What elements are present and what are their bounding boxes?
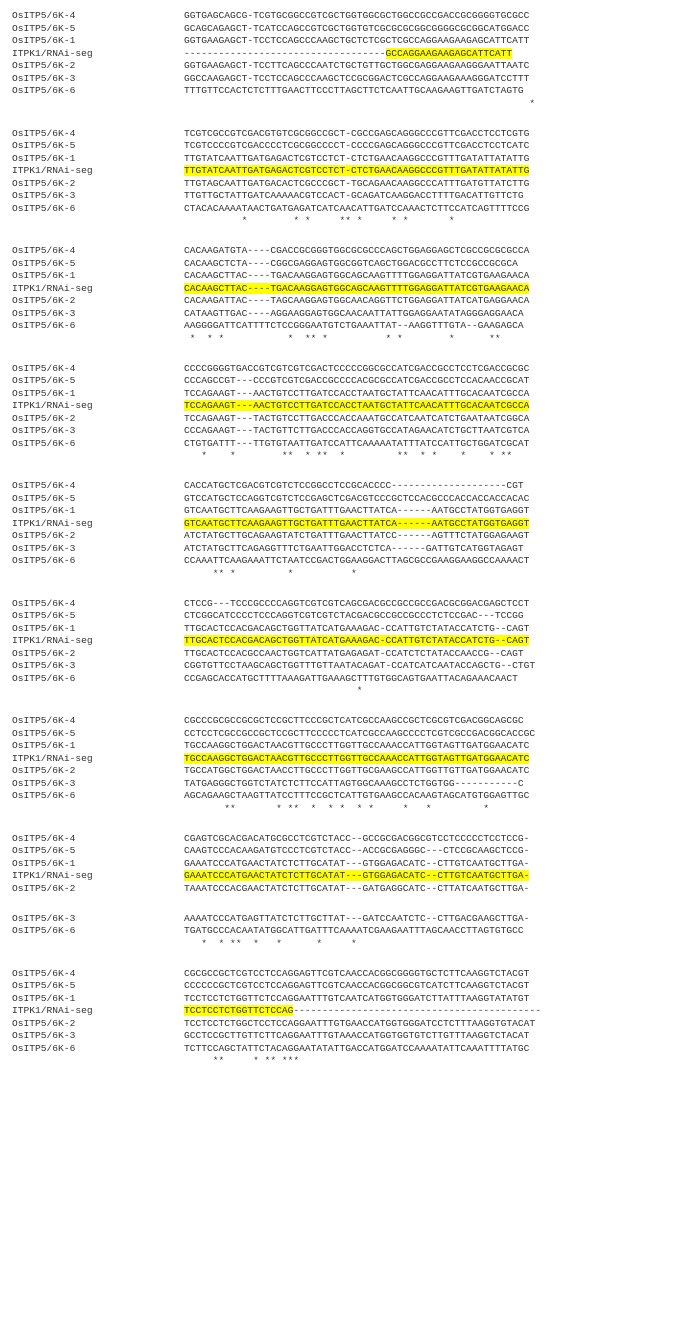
sequence-text: ATCTATGCTTCAGAGGTTTCTGAATTGGACCTCTCA------GATTGTCATGGTAGAGT xyxy=(184,542,524,554)
alignment-row xyxy=(12,35,541,48)
sequence-name: OsITP5/6K-1 xyxy=(12,622,76,634)
sequence-text: CACAAGCTCTA----CGGCGAGGAGTGGCGGTCAGCTGGACGCCTTCTCCGCCGCGCA xyxy=(184,257,518,269)
sequence-text: CTGTGATTT---TTGTGTAATTGATCCATTCAAAAATATTTATCCATTGCTGGATCGCAT xyxy=(184,437,530,449)
alignment-row xyxy=(12,518,541,531)
alignment-row xyxy=(12,993,541,1006)
sequence-name: OsITP5/6K-2 xyxy=(12,530,76,541)
sequence-text: ATCTATGCTTGCAGAAGTATCTGATTTGAACTTATCC------AGTTTCTATGGAGAAGT xyxy=(184,530,530,541)
sequence-text: TCCTCCTCTGGTTCTCCAGGAATTTGTCAATCATGGTGGGATCTTATTTAAGGTATATGT xyxy=(184,992,530,1004)
sequence-name: OsITP5/6K-5 xyxy=(12,980,76,991)
highlighted-sequence: GAAATCCCATGAACTATCTCTTGCATAT---GTGGAGACATC--CTTGTCAATGCTTGA- xyxy=(184,870,530,881)
sequence-text: TCGTCCCCGTCGACCCCTCGCGGCCCCT-CCCCGAGCAGGGCCCGTTCGACCTCCTCATC xyxy=(184,140,530,151)
sequence-name: OsITP5/6K-4 xyxy=(12,480,76,491)
sequence-text: CCCAGAAGT---TACTGTTCTTGACCCACCAGGTGCCATAGAACATCTGCTTAATCGTCA xyxy=(184,425,530,436)
highlighted-sequence: TTGTATCAATTGATGAGACTCGTCCTCT-CTCTGAACAAGGCCCGTTTGATATTATATTG xyxy=(184,165,530,176)
alignment-row xyxy=(12,85,541,98)
alignment-row xyxy=(12,968,541,981)
alignment-row xyxy=(12,790,541,803)
highlighted-sequence: TCCAGAAGT---AACTGTCCTTGATCCACCTAATGCTATTCAACATTTGCACAATCGCCA xyxy=(184,400,530,411)
sequence-name: OsITP5/6K-1 xyxy=(12,387,76,399)
sequence-name: OsITP5/6K-3 xyxy=(12,1030,76,1041)
alignment-block xyxy=(12,363,541,463)
sequence-name: OsITP5/6K-3 xyxy=(12,777,76,789)
alignment-row xyxy=(12,363,541,376)
alignment-block xyxy=(12,598,541,698)
sequence-text: CCCCCCGCTCGTCCTCCAGGAGTTCGTCAACCACGGCGGCGTCATCTTCAAGGTCTACGT xyxy=(184,980,530,991)
highlighted-sequence: TTGCACTCCACGACAGCTGGTTATCATGAAAGAC-CCATTGTCTATACCATCTG--CAGT xyxy=(184,635,530,646)
sequence-name: OsITP5/6K-5 xyxy=(12,610,76,621)
alignment-row xyxy=(12,140,541,153)
alignment-row xyxy=(12,913,541,926)
alignment-row xyxy=(12,765,541,778)
conservation-markers: ** * ** * * * * * * * * xyxy=(184,802,490,814)
sequence-text: GGTGAAGAGCT-TCCTCCAGCCCAAGCTGCTCTCGCTCGCCAGGAAGAAGAGCATTCATT xyxy=(184,35,530,46)
alignment-row xyxy=(12,48,541,61)
alignment-row xyxy=(12,295,541,308)
sequence-name: OsITP5/6K-1 xyxy=(12,857,76,869)
sequence-name: OsITP5/6K-2 xyxy=(12,295,76,306)
sequence-text: TTGTATCAATTGATGAGACTCGTCCTCT-CTCTGAACAAGGCCCGTTTGATATTATATTG xyxy=(184,152,530,164)
sequence-text: AGCAGAAGCTAAGTTATCCTTTCCGCTCATTGTGAAGCCACAAGTAGCATGTGGAGTTGC xyxy=(184,790,530,801)
sequence-text: CACAAGATGTA----CGACCGCGGGTGGCGCGCCCAGCTGGAGGAGCTCGCCGCGCGCCA xyxy=(184,245,530,256)
alignment-block xyxy=(12,833,541,896)
sequence-text: CAAGTCCCACAAGATGTCCCTCGTCTACC--ACCGCGAGGGC---CTCCGCAAGCTCCG- xyxy=(184,845,530,856)
alignment-row xyxy=(12,153,541,166)
alignment-block xyxy=(12,128,541,228)
alignment-row xyxy=(12,438,541,451)
sequence-name: OsITP5/6K-6 xyxy=(12,1042,76,1054)
sequence-name: OsITP5/6K-5 xyxy=(12,257,76,269)
alignment-block xyxy=(12,245,541,345)
alignment-row xyxy=(12,270,541,283)
sequence-text: CGCCCGCGCCGCGCTCCGCTTCCCGCTCATCGCCAAGCCGCTCGCGTCGACGGCAGCGC xyxy=(184,715,524,726)
sequence-text: TCCTCCTCTGGCTCCTCCAGGAATTTGTGAACCATGGTGGGATCCTCTTTAAGGTGTACAT xyxy=(184,1017,536,1029)
alignment-block xyxy=(12,968,541,1068)
sequence-name: ITPK1/RNAi-seg xyxy=(12,635,93,646)
conservation-row xyxy=(12,215,541,228)
alignment-row xyxy=(12,648,541,661)
alignment-row xyxy=(12,10,541,23)
sequence-name: OsITP5/6K-5 xyxy=(12,375,76,386)
sequence-text: TGCCAAGGCTGGACTAACGTTGCCCTTGGTTGCCAAACCATTGGTAGTTGATGGAACATC xyxy=(184,740,530,751)
sequence-name: OsITP5/6K-1 xyxy=(12,152,76,164)
sequence-name: OsITP5/6K-3 xyxy=(12,190,76,201)
alignment-row xyxy=(12,883,541,896)
alignment-row xyxy=(12,190,541,203)
sequence-alignment xyxy=(12,10,541,1068)
conservation-markers: * * ** * ** * ** * * * * ** xyxy=(184,450,513,461)
sequence-name: OsITP5/6K-6 xyxy=(12,672,76,684)
sequence-text: CATAAGTTGAC----AGGAAGGAGTGGCAACAATTATTGGAGGAATATAGGGAGGAACA xyxy=(184,307,524,319)
sequence-text: CGCGCCGCTCGTCCTCCAGGAGTTCGTCAACCACGGCGGGGTGCTCTTCAAGGTCTACGT xyxy=(184,967,530,979)
sequence-text: CCGAGCACCATGCTTTTAAAGATTGAAAGCTTTGTGGCAGTGAATTACAGAAACAACT xyxy=(184,672,518,684)
sequence-name: OsITP5/6K-4 xyxy=(12,245,76,256)
sequence-name: OsITP5/6K-2 xyxy=(12,177,76,189)
conservation-row xyxy=(12,685,541,698)
alignment-row xyxy=(12,1043,541,1056)
sequence-name: OsITP5/6K-4 xyxy=(12,967,76,979)
sequence-text: AAAATCCCATGAGTTATCTCTTGCTTAT---GATCCAATCTC--CTTGACGAAGCTTGA- xyxy=(184,912,530,924)
sequence-text: GCAGCAGAGCT-TCATCCAGCCGTCGCTGGTGTCGCGCGCGGCGGGGCGCGGCATGGACC xyxy=(184,22,530,34)
sequence-text: TTTGTTCCACTCTCTTTGAACTTCCCTTAGCTTCTCAATTGCAAGAAGTTGATCTAGTG xyxy=(184,85,524,96)
sequence-name: OsITP5/6K-2 xyxy=(12,647,76,659)
alignment-row xyxy=(12,73,541,86)
sequence-name: OsITP5/6K-1 xyxy=(12,35,76,46)
sequence-text: CCCAGCCGT---CCCGTCGTCGACCGCCCCACGCGCCATCGACCGCCTCCACAACCGCAT xyxy=(184,375,530,386)
alignment-row xyxy=(12,245,541,258)
sequence-name: ITPK1/RNAi-seg xyxy=(12,47,93,59)
alignment-row xyxy=(12,673,541,686)
sequence-text: ----------------------------------- xyxy=(184,47,386,59)
sequence-name: OsITP5/6K-1 xyxy=(12,740,76,751)
sequence-name: OsITP5/6K-1 xyxy=(12,992,76,1004)
sequence-name: OsITP5/6K-4 xyxy=(12,127,76,139)
alignment-row xyxy=(12,925,541,938)
sequence-text: CGAGTCGCACGACATGCGCCTCGTCTACC--GCCGCGACGGCGTCCTCCCCCTCCTCCG- xyxy=(184,832,530,844)
highlighted-sequence: CACAAGCTTAC----TGACAAGGAGTGGCAGCAAGTTTTGGAGGATTATCGTGAAGAACA xyxy=(184,282,530,294)
conservation-markers: * * * * ** * * * * ** xyxy=(184,332,501,344)
sequence-text: CTCCG---TCCCGCCCCAGGTCGTCGTCAGCGACGCCGCCGCCGACGCGGACGAGCTCCT xyxy=(184,597,530,609)
sequence-name: OsITP5/6K-2 xyxy=(12,882,76,894)
conservation-row xyxy=(12,938,541,951)
sequence-text: CCCCGGGGTGACCGTCGTCGTCGACTCCCCCGGCGCCATCGACCGCCTCCTCGACCGCGC xyxy=(184,362,530,374)
sequence-text: TCGTCGCCGTCGACGTGTCGCGGCCGCT-CGCCGAGCAGGGCCCGTTCGACCTCCTCGTG xyxy=(184,127,530,139)
alignment-row xyxy=(12,715,541,728)
sequence-name: OsITP5/6K-4 xyxy=(12,10,76,21)
alignment-row xyxy=(12,320,541,333)
alignment-row xyxy=(12,870,541,883)
sequence-name: OsITP5/6K-6 xyxy=(12,85,76,96)
sequence-text: TGATGCCCACAATATGGCATTGATTTCAAAATCGAAGAATTTAGCAACCTTAGTGTGCC xyxy=(184,925,524,936)
sequence-text: TTGTAGCAATTGATGACACTCGCCCGCT-TGCAGAACAAGGCCCATTTGATGTTATCTTG xyxy=(184,177,530,189)
sequence-name: OsITP5/6K-2 xyxy=(12,412,76,424)
alignment-row xyxy=(12,1005,541,1018)
sequence-name: OsITP5/6K-1 xyxy=(12,505,76,516)
conservation-markers: ** * ** *** xyxy=(184,1055,300,1066)
conservation-row xyxy=(12,98,541,111)
sequence-text: TCCAGAAGT---AACTGTCCTTGATCCACCTAATGCTATTCAACATTTGCACAATCGCCA xyxy=(184,387,530,399)
sequence-name: OsITP5/6K-5 xyxy=(12,140,76,151)
sequence-text: GCCTCCGCTTGTTCTTCAGGAATTTGTAAACCATGGTGGTGTCTTGTTTAAGGTCTACAT xyxy=(184,1030,530,1041)
sequence-name: OsITP5/6K-1 xyxy=(12,270,76,281)
sequence-name: ITPK1/RNAi-seg xyxy=(12,517,93,529)
alignment-row xyxy=(12,178,541,191)
sequence-text: ------------------------------------------- xyxy=(293,1005,541,1016)
sequence-text: AAGGGGATTCATTTTCTCCGGGAATGTCTGAAATTAT--AAGGTTTGTA--GAAGAGCA xyxy=(184,320,524,331)
alignment-row xyxy=(12,400,541,413)
sequence-text: GAAATCCCATGAACTATCTCTTGCATAT---GTGGAGACATC--CTTGTCAATGCTTGA- xyxy=(184,857,530,869)
conservation-markers: ** * * * xyxy=(184,567,357,579)
conservation-row xyxy=(12,803,541,816)
alignment-row xyxy=(12,425,541,438)
alignment-row xyxy=(12,598,541,611)
sequence-text: CCAAATTCAAGAAATTCTAATCCGACTGGAAGGACTTAGCGCCGAAGGAAGGCCAAAACT xyxy=(184,555,530,566)
sequence-name: OsITP5/6K-3 xyxy=(12,72,76,84)
sequence-text: GGTGAAGAGCT-TCCTTCAGCCCAATCTGCTGTTGCTGGCGAGGAAGAAGGGAATTAATC xyxy=(184,60,530,71)
conservation-row xyxy=(12,333,541,346)
conservation-markers: * * ** * * * * xyxy=(184,937,357,949)
alignment-row xyxy=(12,543,541,556)
alignment-row xyxy=(12,845,541,858)
alignment-row xyxy=(12,375,541,388)
sequence-name: OsITP5/6K-4 xyxy=(12,832,76,844)
sequence-name: OsITP5/6K-4 xyxy=(12,362,76,374)
sequence-name: ITPK1/RNAi-seg xyxy=(12,1005,93,1016)
sequence-name: OsITP5/6K-2 xyxy=(12,765,76,776)
sequence-name: OsITP5/6K-5 xyxy=(12,727,76,739)
sequence-text: GTCAATGCTTCAAGAAGTTGCTGATTTGAACTTATCA------AATGCCTATGGTGAGGT xyxy=(184,505,530,516)
sequence-text: CTACACAAAATAACTGATGAGATCATCAACATTGATCCAAACTCTTCCATCAGTTTTCCG xyxy=(184,202,530,214)
sequence-name: OsITP5/6K-6 xyxy=(12,790,76,801)
sequence-name: OsITP5/6K-3 xyxy=(12,542,76,554)
alignment-row xyxy=(12,165,541,178)
sequence-name: OsITP5/6K-2 xyxy=(12,1017,76,1029)
alignment-row xyxy=(12,23,541,36)
alignment-row xyxy=(12,505,541,518)
alignment-block xyxy=(12,913,541,951)
sequence-text: TATGAGGGCTGGTCTATCTCTTCCATTAGTGGCAAAGCCTCTGGTGG-----------C xyxy=(184,777,524,789)
sequence-name: OsITP5/6K-4 xyxy=(12,597,76,609)
alignment-row xyxy=(12,980,541,993)
alignment-row xyxy=(12,610,541,623)
sequence-name: OsITP5/6K-4 xyxy=(12,715,76,726)
sequence-name: OsITP5/6K-6 xyxy=(12,437,76,449)
sequence-name: OsITP5/6K-3 xyxy=(12,307,76,319)
highlighted-sequence: GCCAGGAAGAAGAGCATTCATT xyxy=(385,47,513,59)
highlighted-sequence: TGCCAAGGCTGGACTAACGTTGCCCTTGGTTGCCAAACCATTGGTAGTTGATGGAACATC xyxy=(184,752,530,764)
alignment-row xyxy=(12,1018,541,1031)
sequence-text: CACAAGCTTAC----TGACAAGGAGTGGCAGCAAGTTTTGGAGGATTATCGTGAAGAACA xyxy=(184,270,530,281)
sequence-text: CACAAGATTAC----TAGCAAGGAGTGGCAACAGGTTCTGGAGGATTATCATGAGGAACA xyxy=(184,295,530,306)
highlighted-sequence: GTCAATGCTTCAAGAAGTTGCTGATTTGAACTTATCA------AATGCCTATGGTGAGGT xyxy=(184,517,530,529)
alignment-row xyxy=(12,308,541,321)
sequence-text: GGCCAAGAGCT-TCCTCCAGCCCAAGCTCCGCGGACTCGCCAGGAAGAAAGGGATCCTTT xyxy=(184,72,530,84)
sequence-text: CCTCCTCGCCGCCGCTCCGCTTCCCCCTCATCGCCAAGCCCCTCGTCGCCGACGGCACCGC xyxy=(184,727,536,739)
alignment-block xyxy=(12,715,541,815)
alignment-row xyxy=(12,493,541,506)
conservation-markers: * xyxy=(184,97,536,109)
sequence-name: ITPK1/RNAi-seg xyxy=(12,165,93,176)
sequence-name: OsITP5/6K-2 xyxy=(12,60,76,71)
sequence-text: TGCCATGGCTGGACTAACCTTGCCCTTGGTTGCGAAGCCATTGGTTGTTGATGGAACATC xyxy=(184,765,530,776)
alignment-row xyxy=(12,480,541,493)
alignment-row xyxy=(12,728,541,741)
alignment-row xyxy=(12,283,541,296)
sequence-text: CTCGGCATCCCCTCCCAGGTCGTCGTCTACGACGCCGCCGCCCTCTCCGAC---TCCGG xyxy=(184,610,524,621)
alignment-row xyxy=(12,555,541,568)
sequence-name: OsITP5/6K-3 xyxy=(12,912,76,924)
alignment-block xyxy=(12,10,541,110)
sequence-name: OsITP5/6K-5 xyxy=(12,492,76,504)
sequence-text: TTGTTGCTATTGATCAAAAACGTCCACT-GCAGATCAAGGACCTTTTGACATTGTTCTG xyxy=(184,190,524,201)
alignment-row xyxy=(12,858,541,871)
sequence-text: TCCAGAAGT---TACTGTCCTTGACCCACCAAATGCCATCAATCATCTGAATAATCGGCA xyxy=(184,412,530,424)
sequence-text: GGTGAGCAGCG-TCGTGCGGCCGTCGCTGGTGGCGCTGGCCGCCGACCGCGGGGTGCGCC xyxy=(184,10,530,21)
alignment-row xyxy=(12,740,541,753)
sequence-name: ITPK1/RNAi-seg xyxy=(12,752,93,764)
conservation-markers: * xyxy=(184,685,363,696)
alignment-row xyxy=(12,388,541,401)
sequence-name: OsITP5/6K-5 xyxy=(12,22,76,34)
conservation-row xyxy=(12,1055,541,1068)
alignment-row xyxy=(12,660,541,673)
sequence-name: ITPK1/RNAi-seg xyxy=(12,870,93,881)
sequence-name: ITPK1/RNAi-seg xyxy=(12,400,93,411)
alignment-row xyxy=(12,203,541,216)
sequence-text: CACCATGCTCGACGTCGTCTCCGGCCTCCGCACCCC--------------------CGT xyxy=(184,480,524,491)
sequence-text: TTGCACTCCACGCCAACTGGTCATTATGAGAGAT-CCATCTCTATACCAACCG--CAGT xyxy=(184,647,524,659)
alignment-row xyxy=(12,128,541,141)
alignment-row xyxy=(12,833,541,846)
sequence-name: ITPK1/RNAi-seg xyxy=(12,282,93,294)
sequence-name: OsITP5/6K-6 xyxy=(12,555,76,566)
alignment-row xyxy=(12,635,541,648)
conservation-row xyxy=(12,450,541,463)
sequence-text: TTGCACTCCACGACAGCTGGTTATCATGAAAGAC-CCATTGTCTATACCATCTG--CAGT xyxy=(184,622,530,634)
sequence-text: GTCCATGCTCCAGGTCGTCTCCGAGCTCGACGTCCCGCTCCACGCCCACCACCACCACAC xyxy=(184,492,530,504)
sequence-name: OsITP5/6K-6 xyxy=(12,925,76,936)
alignment-row xyxy=(12,60,541,73)
highlighted-sequence: TCCTCCTCTGGTTCTCCAG xyxy=(184,1005,294,1016)
sequence-name: OsITP5/6K-6 xyxy=(12,320,76,331)
sequence-name: OsITP5/6K-5 xyxy=(12,845,76,856)
alignment-row xyxy=(12,1030,541,1043)
sequence-text: CGGTGTTCCTAAGCAGCTGGTTTGTTAATACAGAT-CCATCATCAATACCAGCTG--CTGT xyxy=(184,660,536,671)
sequence-name: OsITP5/6K-3 xyxy=(12,660,76,671)
sequence-text: TAAATCCCACGAACTATCTCTTGCATAT---GATGAGGCATC--CTTATCAATGCTTGA- xyxy=(184,882,530,894)
alignment-row xyxy=(12,530,541,543)
conservation-row xyxy=(12,568,541,581)
alignment-block xyxy=(12,480,541,580)
alignment-row xyxy=(12,753,541,766)
alignment-row xyxy=(12,258,541,271)
sequence-name: OsITP5/6K-3 xyxy=(12,425,76,436)
alignment-row xyxy=(12,413,541,426)
conservation-markers: * * * ** * * * * xyxy=(184,215,455,226)
alignment-row xyxy=(12,778,541,791)
sequence-name: OsITP5/6K-6 xyxy=(12,202,76,214)
sequence-text: TCTTCCAGCTATTCTACAGGAATATATTGACCATGGATCCAAAATATTCAAATTTTATGC xyxy=(184,1042,530,1054)
alignment-row xyxy=(12,623,541,636)
